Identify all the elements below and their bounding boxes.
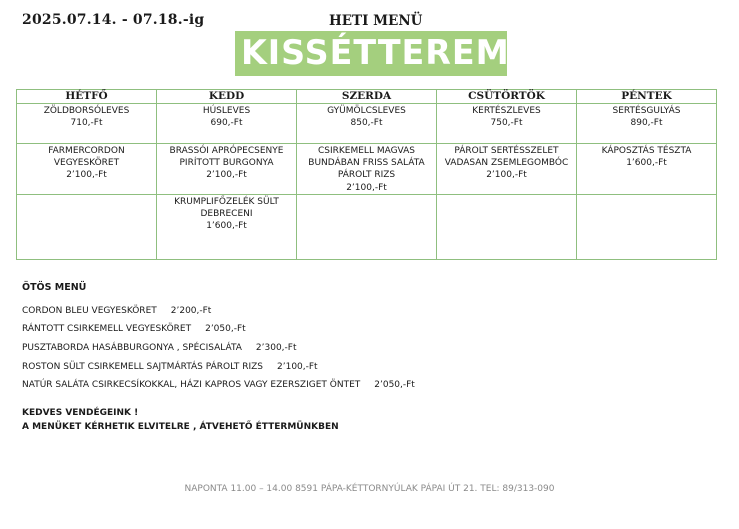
menu-cell: [297, 104, 437, 144]
menu-cell: [437, 144, 577, 195]
menu-cell: [157, 144, 297, 195]
dish-name: HÚSLEVES: [202, 106, 251, 116]
dish-price: 890,-Ft: [630, 118, 663, 129]
otos-menu-item: [22, 362, 318, 372]
dish-price: 2’100,-Ft: [66, 170, 107, 181]
otos-menu-item: [22, 324, 246, 334]
day-header-friday: PÉNTEK: [577, 90, 717, 104]
offer-name: PUSZTABORDA HASÁBBURGONYA , SPÉCISALÁTA: [22, 343, 242, 353]
restaurant-logo: [235, 31, 510, 76]
otos-menu-item: [22, 343, 297, 353]
dish-price: 2’100,-Ft: [206, 170, 247, 181]
dish-name: KÁPOSZTÁS TÉSZTA: [601, 146, 692, 156]
menu-cell: [577, 104, 717, 144]
menu-row-extra: [17, 194, 717, 259]
day-header-wednesday: SZERDA: [297, 90, 437, 104]
dish-name: PÁROLT SERTÉSSZELET VADASAN ZSEMLEGOMBÓC: [444, 146, 569, 169]
date-range: 2025.07.14. - 07.18.-ig: [22, 12, 205, 28]
otos-menu-title: ÖTÖS MENÜ: [22, 282, 87, 293]
dish-price: 1’600,-Ft: [626, 158, 667, 169]
dish-price: 750,-Ft: [490, 118, 523, 129]
offer-name: ROSTON SÜLT CSIRKEMELL SAJTMÁRTÁS PÁROLT RIZS: [22, 362, 263, 372]
offer-name: CORDON BLEU VEGYESKÖRET: [22, 306, 157, 316]
dish-name: KERTÉSZLEVES: [472, 106, 541, 116]
offer-name: RÁNTOTT CSIRKEMELL VEGYESKÖRET: [22, 324, 192, 334]
dish-name: SERTÉSGULYÁS: [612, 106, 681, 116]
dish-name: FARMERCORDON VEGYESKÖRET: [48, 146, 125, 169]
menu-row-mains: [17, 144, 717, 195]
menu-cell: [157, 194, 297, 259]
day-header-row: [17, 90, 717, 104]
dish-name: CSIRKEMELL MAGVAS BUNDÁBAN FRISS SALÁTA PÁROLT RIZS: [308, 146, 425, 181]
offer-price: 2’300,-Ft: [255, 343, 297, 353]
dish-price: 2’100,-Ft: [486, 170, 527, 181]
menu-cell: [437, 104, 577, 144]
offer-price: 2’050,-Ft: [205, 324, 246, 334]
notice-greeting: KEDVES VENDÉGEINK !: [22, 408, 139, 418]
phone-number: TEL: 89/313-090: [480, 484, 555, 494]
menu-cell: [17, 144, 157, 195]
notice-takeaway: A MENÜKET KÉRHETIK ELVITELRE , ÁTVEHETŐ ÉTTERMÜNKBEN: [22, 422, 339, 432]
offer-price: 2’100,-Ft: [277, 362, 318, 372]
menu-cell: [17, 104, 157, 144]
dish-price: 2’100,-Ft: [346, 182, 387, 193]
weekly-menu-table: [16, 89, 717, 260]
menu-cell: [17, 194, 157, 259]
day-header-monday: HÉTFŐ: [17, 90, 157, 104]
dish-price: 850,-Ft: [350, 118, 383, 129]
day-header-thursday: CSÜTÖRTÖK: [437, 90, 577, 104]
menu-cell: [297, 144, 437, 195]
menu-cell: [437, 194, 577, 259]
menu-cell: [297, 194, 437, 259]
offer-name: NATÚR SALÁTA CSIRKECSÍKOKKAL, HÁZI KAPROS VAGY EZERSZIGET ÖNTET: [22, 380, 361, 390]
dish-name: BRASSÓI APRÓPECSENYE PIRÍTOTT BURGONYA: [169, 146, 284, 169]
brand-name: KISSÉTTEREM: [241, 33, 510, 73]
dish-price: 710,-Ft: [70, 118, 103, 129]
offer-price: 2’050,-Ft: [374, 380, 415, 390]
menu-cell: [157, 104, 297, 144]
dish-price: 690,-Ft: [210, 118, 243, 129]
address: 8591 PÁPA-KÉTTORNYÚLAK PÁPAI ÚT 21.: [295, 484, 478, 494]
opening-hours: NAPONTA 11.00 – 14.00: [184, 484, 293, 494]
menu-cell: [577, 194, 717, 259]
page-title: HETI MENÜ: [329, 13, 423, 29]
dish-name: ZÖLDBORSÓLEVES: [43, 106, 130, 116]
offer-price: 2’200,-Ft: [170, 306, 212, 316]
dish-name: GYÜMÖLCSLEVES: [327, 106, 406, 116]
footer-info: [0, 484, 739, 494]
otos-menu-item: [22, 380, 415, 390]
dish-name: KRUMPLIFŐZELÉK SÜLT DEBRECENI: [174, 196, 279, 220]
menu-cell: [577, 144, 717, 195]
menu-row-soups: [17, 104, 717, 144]
day-header-tuesday: KEDD: [157, 90, 297, 104]
otos-menu-item: [22, 306, 211, 316]
dish-price: 1’600,-Ft: [206, 221, 247, 232]
